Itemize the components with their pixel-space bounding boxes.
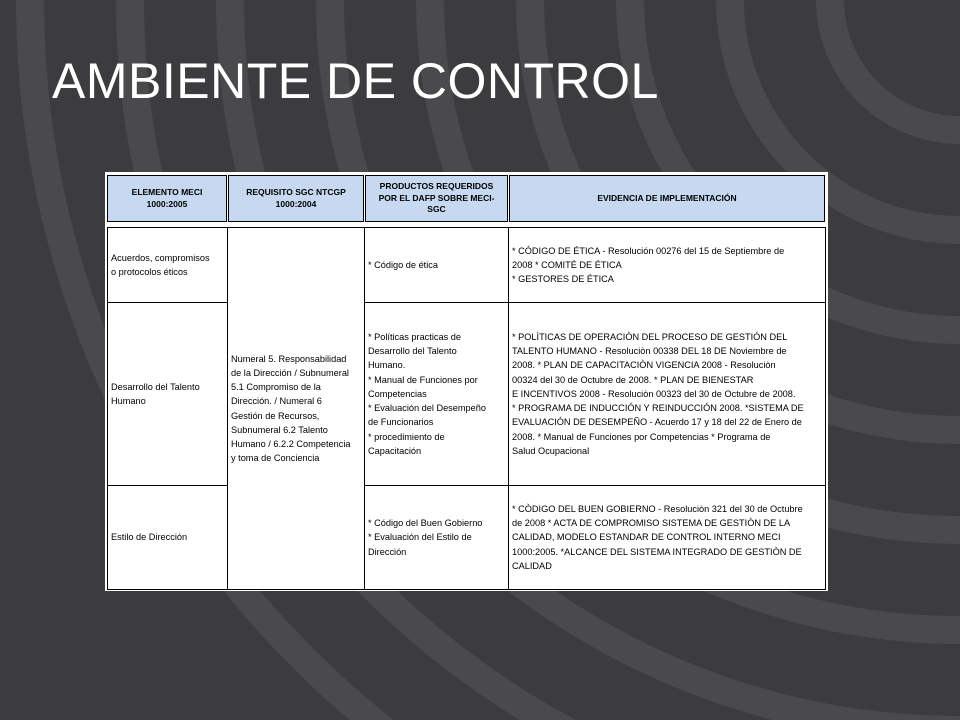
cell-text: * CÒDIGO DEL BUEN GOBIERNO - Resoluciòn 321 del 30 de Octubre de 2008 * ACTA DE COMPROMISO SISTEMA DE GESTIÒN DE LA CALIDAD, MODELO ESTANDAR DE CONTROL INTERNO MECI 1000:2005. *ALCANCE DEL SISTEMA INTEGRADO DE GESTIÒN DE CALIDAD [512, 503, 803, 571]
cell-text: * CÓDIGO DE ÉTICA - Resolución 00276 del 15 de Septiembre de 2008 * COMITÉ DE ÉTICA * GESTORES DE ÉTICA [512, 245, 785, 285]
slide-title: AMBIENTE DE CONTROL [52, 53, 659, 109]
meci-table [105, 172, 828, 591]
cell-text: Desarrollo del Talento Humano [111, 381, 200, 406]
cell-elemento-3 [107, 485, 228, 590]
cell-productos-3 [364, 485, 509, 590]
cell-evidencia-2 [508, 302, 826, 486]
cell-evidencia-3 [508, 485, 826, 590]
header-productos: PRODUCTOS REQUERIDOS POR EL DAFP SOBRE MECI-SGC [365, 175, 508, 222]
cell-elemento-2 [107, 302, 228, 486]
cell-text: * Código de ética [368, 259, 438, 270]
cell-text: Estilo de Dirección [111, 532, 188, 543]
header-requisito: REQUISITO SGC NTCGP 1000:2004 [228, 175, 364, 222]
cell-requisito [227, 227, 365, 590]
cell-productos-1 [364, 227, 509, 303]
cell-elemento-1 [107, 227, 228, 303]
cell-productos-2 [364, 302, 509, 486]
header-elemento: ELEMENTO MECI 1000:2005 [107, 175, 227, 222]
cell-text: Numeral 5. Responsabilidad de la Dirección / Subnumeral 5.1 Compromiso de la Dirección. / Numeral 6 Gestión de Recursos, Subnumeral 6.2 Talento Humano / 6.2.2 Competencia y toma de Conciencia [231, 353, 351, 464]
cell-text: Acuerdos, compromisos o protocolos éticos [111, 252, 210, 277]
cell-evidencia-1 [508, 227, 826, 303]
header-evidencia: EVIDENCIA DE IMPLEMENTACIÓN [509, 175, 825, 222]
cell-text: * POLÌTICAS DE OPERACIÒN DEL PROCESO DE GESTIÓN DEL TALENTO HUMANO - Resoluciòn 00338 DEL 18 DE Noviembre de 2008. * PLAN DE CAPACITACIÒN VIGENCIA 2008 - Resoluciòn 00324 del 30 de Octubre de 2008. * PLAN DE BIENESTAR E INCENTIVOS 2008 - Resoluciòn 00323 del 30 de Octubre de 2008. * PROGRAMA DE INDUCCIÓN Y REINDUCCIÓN 2008. *SISTEMA DE EVALUACIÓN DE DESEMPEÑO - Acuerdo 17 y 18 del 22 de Enero de 2008. * Manual de Funciones por Competencias * Programa de Salud Ocupacional [512, 331, 804, 456]
cell-text: * Políticas practicas de Desarrollo del Talento Humano. * Manual de Funciones por Competencias * Evaluación del Desempeño de Funcionarios * procedimiento de Capacitación [368, 331, 486, 456]
cell-text: * Código del Buen Gobierno * Evaluación del Estilo de Dirección [368, 518, 483, 557]
